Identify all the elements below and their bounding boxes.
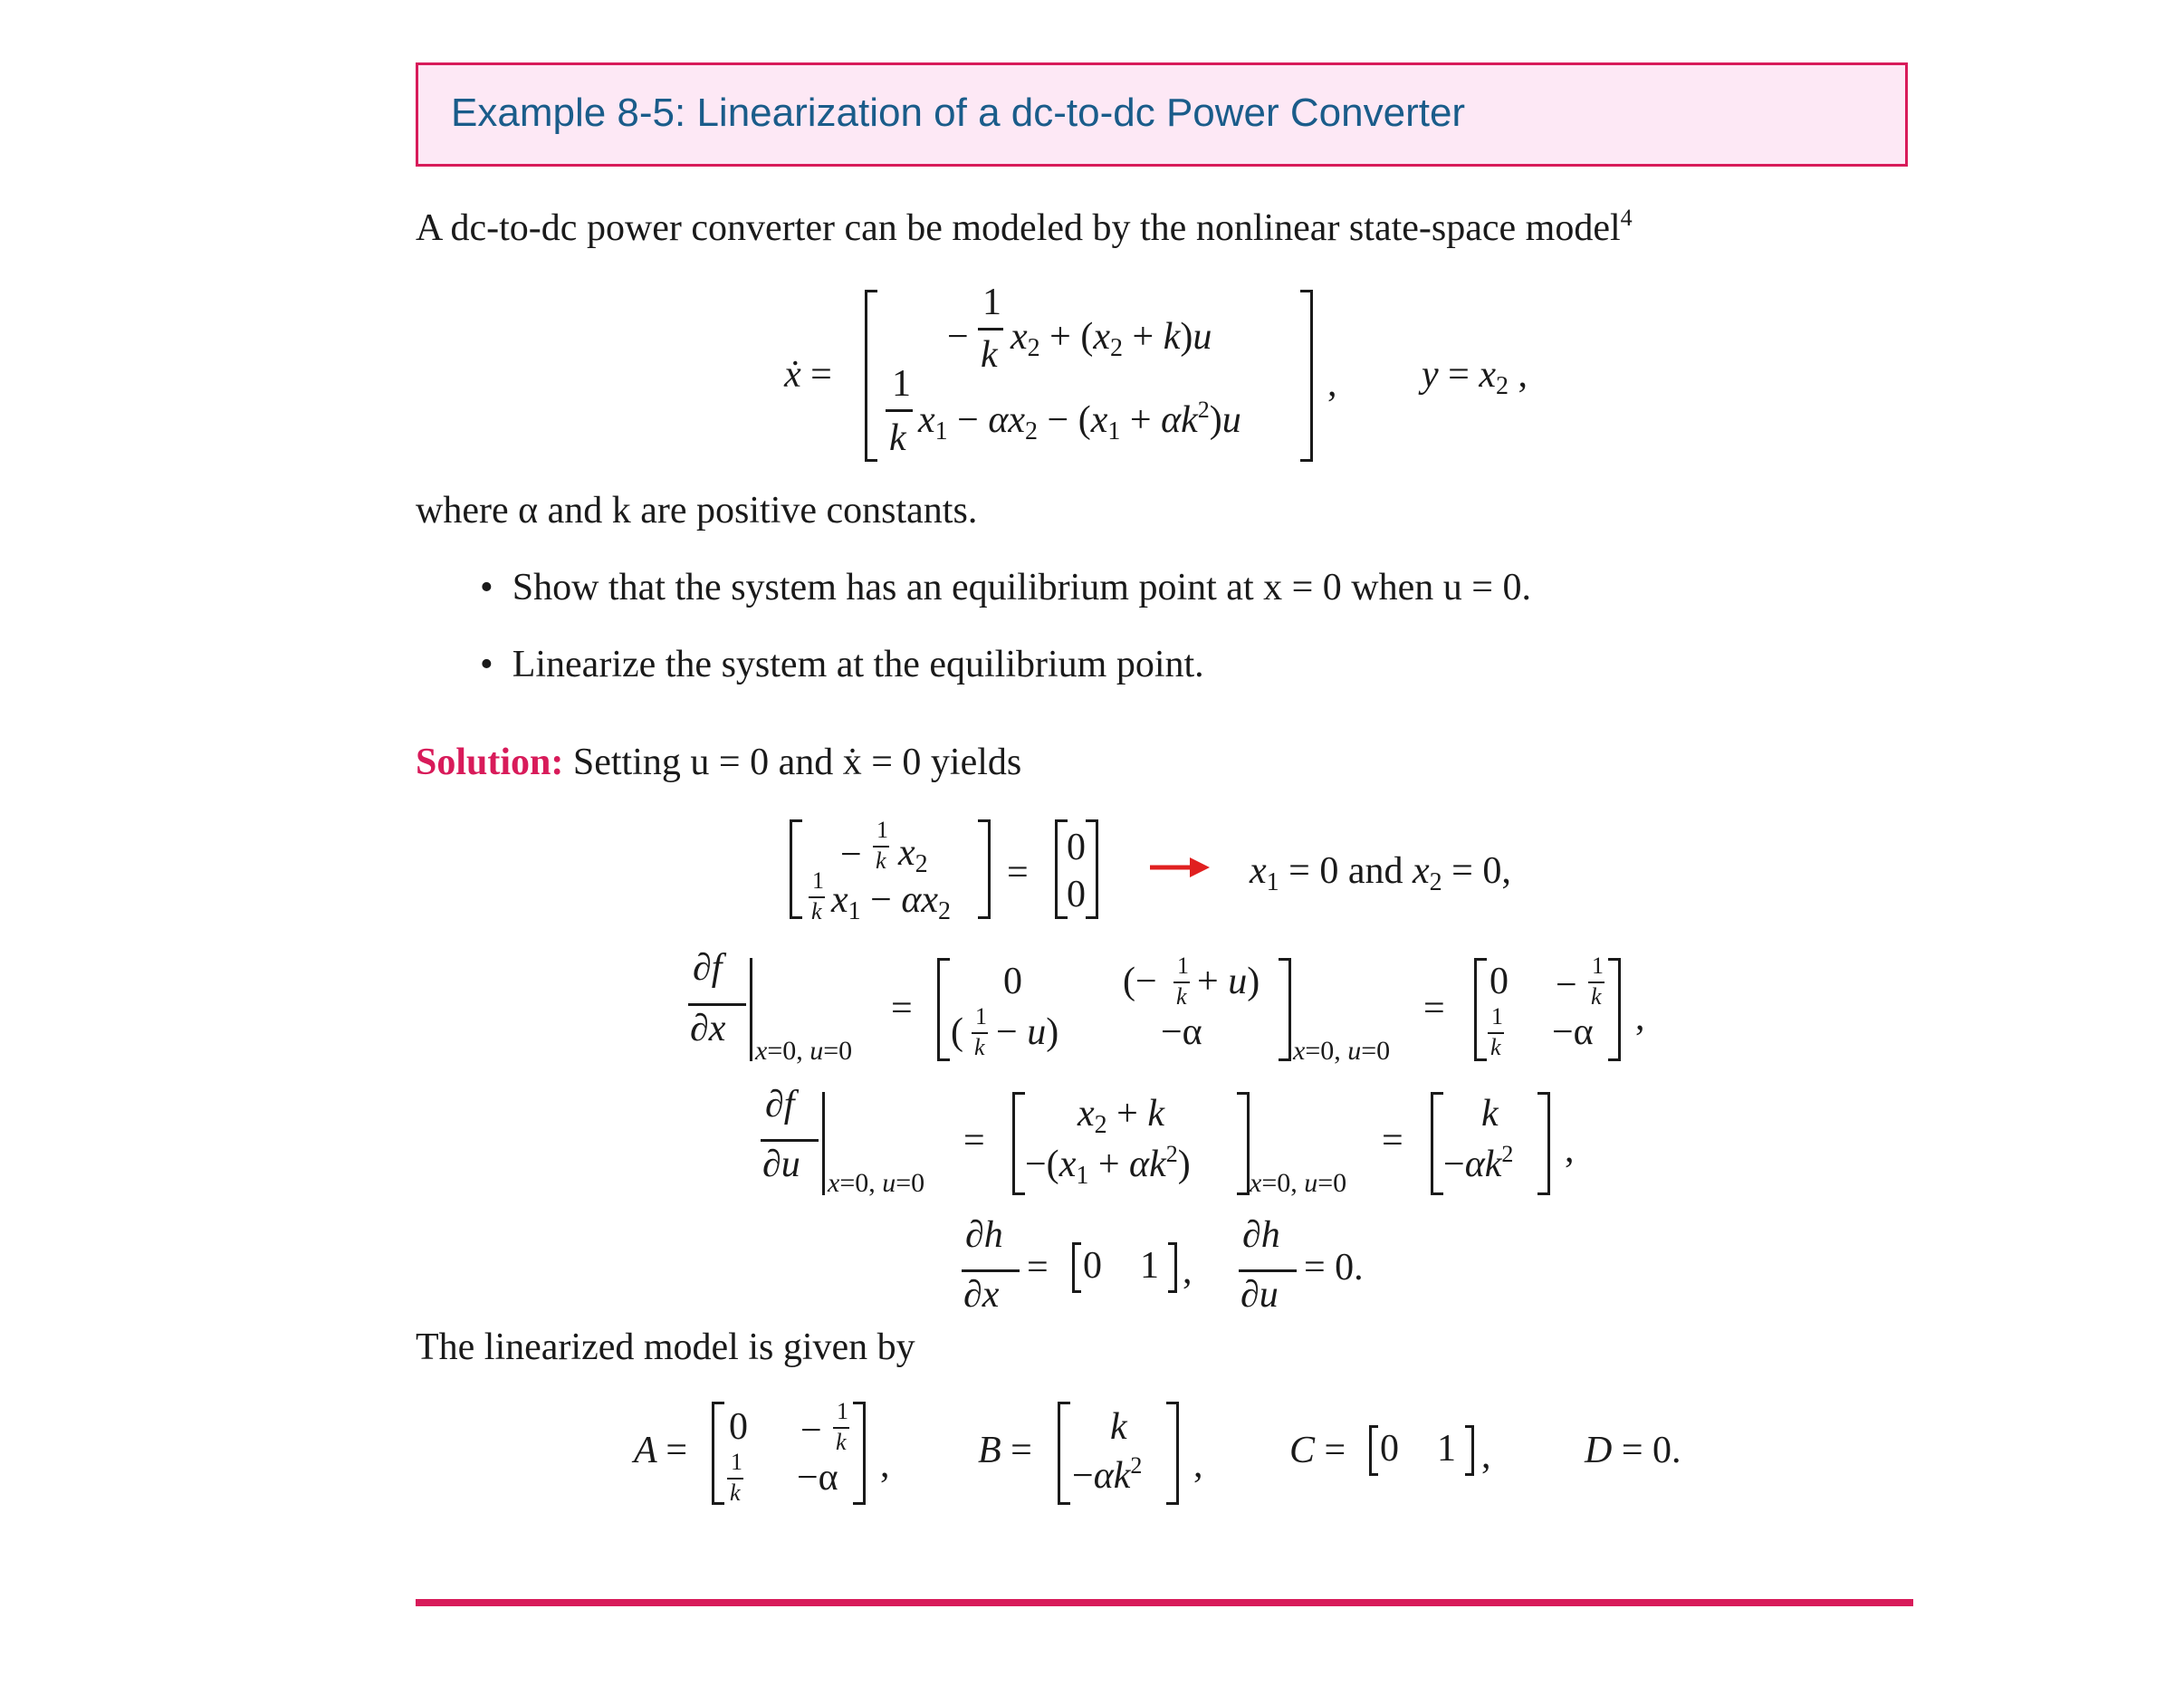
bullet-item-2: • Linearize the system at the equilibrium point. <box>480 644 1204 685</box>
bullet-dot: • <box>480 567 493 608</box>
output-equation: y = x2 , <box>1422 354 1528 400</box>
xdot-label: ẋ = <box>784 354 832 396</box>
bullet-item-1: • Show that the system has an equilibrium point at x = 0 when u = 0. <box>480 567 1531 608</box>
solution-label: Solution: <box>416 742 564 783</box>
example-title-box <box>416 62 1908 167</box>
solution-line <box>416 741 1021 784</box>
equilibrium-result: x1 = 0 and x2 = 0, <box>1250 850 1511 896</box>
intro-paragraph <box>416 206 1633 250</box>
implies-arrow-icon <box>1150 856 1210 879</box>
right-bracket <box>1300 290 1313 462</box>
intro-text: A dc-to-dc power converter can be modeled by the nonlinear state-space model <box>416 207 1621 249</box>
bottom-rule <box>416 1599 1913 1606</box>
left-bracket <box>865 290 877 462</box>
linearized-intro: The linearized model is given by <box>416 1326 915 1368</box>
example-title: Example 8-5: Linearization of a dc-to-dc Power Converter <box>451 91 1466 135</box>
where-line: where α and k are positive constants. <box>416 490 978 531</box>
solution-text: Setting u = 0 and ẋ = 0 yields <box>572 742 1022 783</box>
footnote-mark: 4 <box>1620 205 1633 231</box>
bullet-dot: • <box>480 644 493 685</box>
